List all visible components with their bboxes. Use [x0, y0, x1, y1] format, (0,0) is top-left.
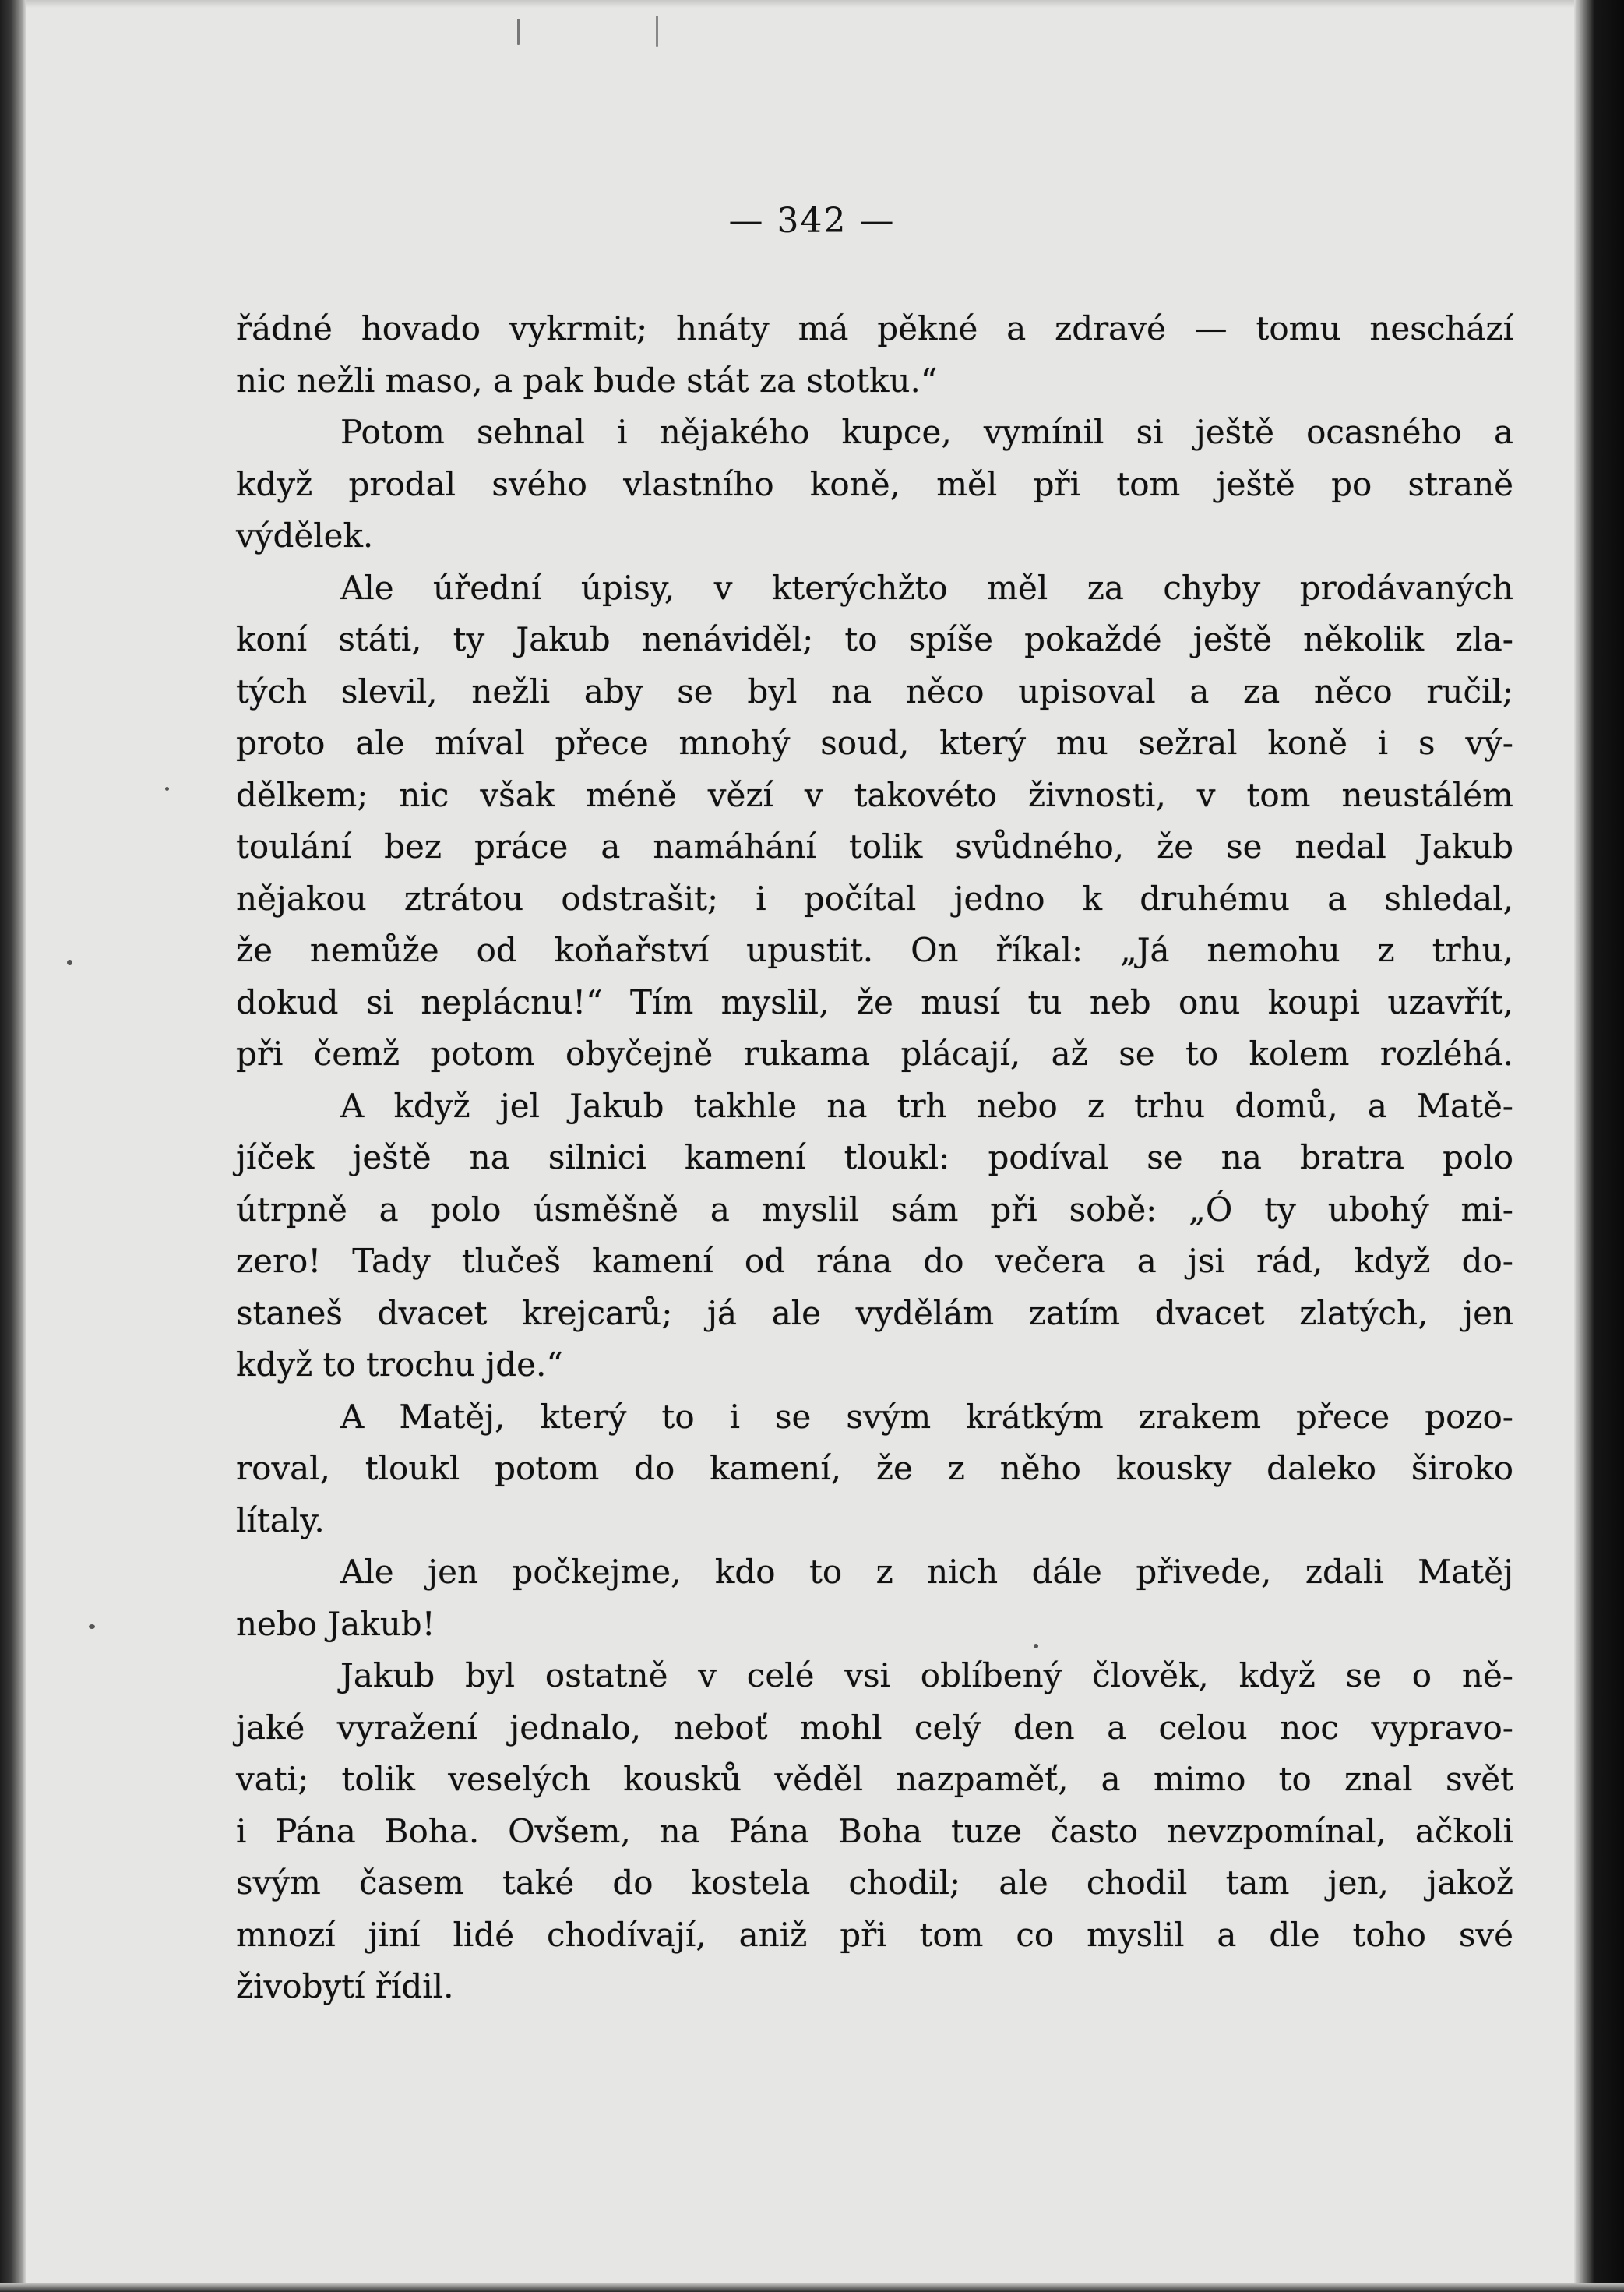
text-line: A Matěj, který to i se svým krátkým zrakem přece pozo- — [340, 1397, 1513, 1436]
scan-speck — [89, 1624, 95, 1629]
scan-edge-bottom — [0, 2283, 1624, 2292]
scan-edge-left — [0, 0, 26, 2292]
scan-speck — [517, 19, 520, 45]
text-line: mnozí jiní lidé chodívají, aniž při tom co myslil a dle toho své — [236, 1915, 1513, 1954]
text-line: koní státi, ty Jakub nenáviděl; to spíše pokaždé ještě několik zla- — [236, 620, 1513, 658]
text-line: Potom sehnal i nějakého kupce, vymínil si ještě ocasného a — [340, 413, 1513, 451]
text-line: A když jel Jakub takhle na trh nebo z trhu domů, a Matě- — [340, 1086, 1513, 1125]
text-line: že nemůže od koňařství upustit. On říkal: „Já nemohu z trhu, — [236, 931, 1513, 969]
scan-edge-right — [1574, 0, 1624, 2292]
scan-speck — [165, 787, 169, 791]
text-line: útrpně a polo úsměšně a myslil sám při sobě: „Ó ty ubohý mi- — [236, 1190, 1513, 1229]
text-line: nějakou ztrátou odstrašit; i počítal jedno k druhému a shledal, — [236, 879, 1513, 918]
text-line: nebo Jakub! — [236, 1604, 435, 1643]
text-line: jaké vyražení jednalo, neboť mohl celý den a celou noc vypravo- — [236, 1708, 1513, 1747]
text-line: nic nežli maso, a pak bude stát za stotku.“ — [236, 361, 938, 400]
text-line: staneš dvacet krejcarů; já ale vydělám zatím dvacet zlatých, jen — [236, 1293, 1513, 1332]
text-line: při čemž potom obyčejně rukama plácají, až se to kolem rozléhá. — [236, 1035, 1513, 1073]
text-line: když to trochu jde.“ — [236, 1345, 563, 1384]
text-line: lítaly. — [236, 1500, 325, 1539]
scan-speck — [656, 16, 658, 47]
text-line: Jakub byl ostatně v celé vsi oblíbený člověk, když se o ně- — [340, 1656, 1513, 1694]
text-line: svým časem také do kostela chodil; ale chodil tam jen, jakož — [236, 1864, 1513, 1902]
page-number: — 342 — — [728, 201, 896, 241]
text-line: Ale úřední úpisy, v kterýchžto měl za chyby prodávaných — [340, 568, 1513, 607]
body-text — [236, 303, 1513, 2013]
text-line: řádné hovado vykrmit; hnáty má pěkné a zdravé — tomu neschází — [236, 309, 1513, 347]
text-line: Ale jen počkejme, kdo to z nich dále přivede, zdali Matěj — [340, 1553, 1513, 1591]
text-line: dělkem; nic však méně vězí v takovéto živnosti, v tom neustálém — [236, 775, 1513, 814]
text-line: jíček ještě na silnici kamení tloukl: podíval se na bratra polo — [236, 1138, 1513, 1176]
text-line: dokud si neplácnu!“ Tím myslil, že musí tu neb onu koupi uzavřít, — [236, 982, 1513, 1021]
scan-speck — [67, 960, 72, 965]
text-line: proto ale míval přece mnohý soud, který mu sežral koně i s vý- — [236, 724, 1513, 762]
text-line: když prodal svého vlastního koně, měl při tom ještě po straně — [236, 464, 1513, 503]
scan-edge-top — [0, 0, 1624, 8]
text-line: zero! Tady tlučeš kamení od rána do večera a jsi rád, když do- — [236, 1242, 1513, 1280]
text-line: živobytí řídil. — [236, 1967, 454, 2005]
text-line: tých slevil, nežli aby se byl na něco upisoval a za něco ručil; — [236, 672, 1513, 711]
text-line: vati; tolik veselých kousků věděl nazpaměť, a mimo to znal svět — [236, 1760, 1513, 1798]
text-line: toulání bez práce a namáhání tolik svůdného, že se nedal Jakub — [236, 827, 1513, 866]
text-line: roval, tloukl potom do kamení, že z něho kousky daleko široko — [236, 1449, 1513, 1487]
text-line: výdělek. — [236, 517, 374, 555]
text-line: i Pána Boha. Ovšem, na Pána Boha tuze často nevzpomínal, ačkoli — [236, 1811, 1513, 1850]
